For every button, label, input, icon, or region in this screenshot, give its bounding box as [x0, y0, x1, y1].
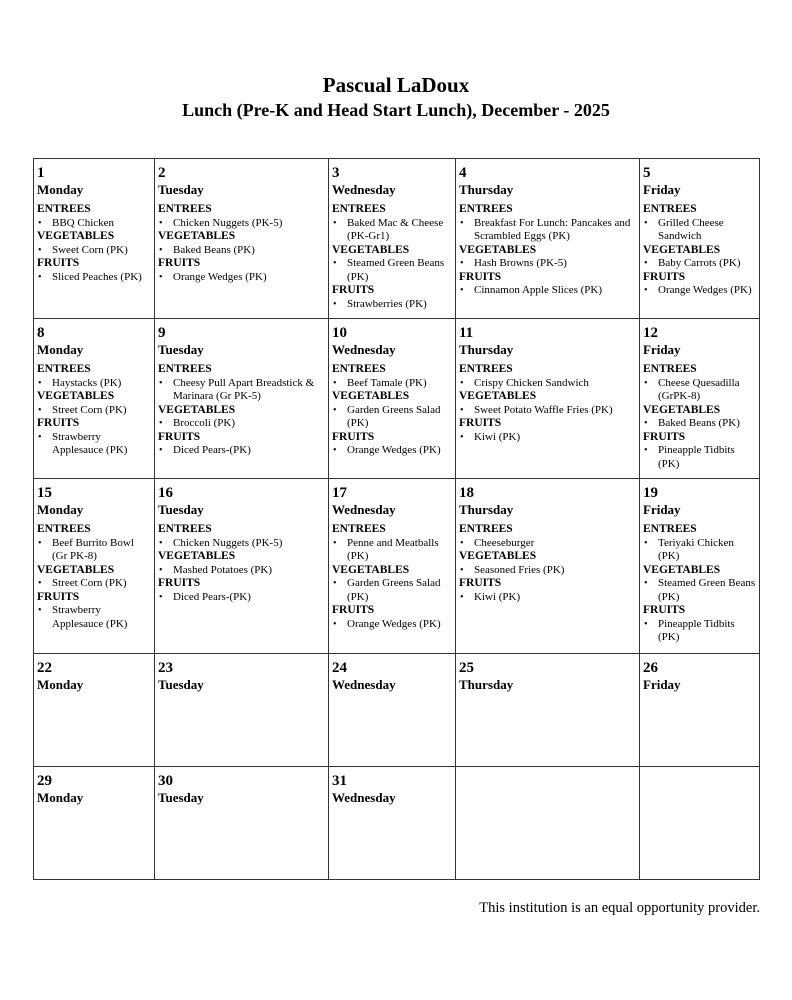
fruits-heading: FRUITS	[37, 590, 80, 603]
day-name: Tuesday	[158, 342, 204, 357]
day-number: 12	[643, 325, 658, 341]
entrees-list	[158, 537, 325, 551]
day-number: 24	[332, 660, 347, 676]
day-number: 1	[37, 165, 45, 181]
entrees-heading: ENTREES	[459, 363, 513, 375]
menu-item: • Strawberry Applesauce (PK)	[37, 604, 151, 631]
day-cell	[155, 159, 329, 319]
day-cell	[155, 767, 329, 880]
menu-item: • Hash Browns (PK-5)	[459, 257, 636, 271]
menu-item: • Broccoli (PK)	[158, 417, 325, 431]
fruits-list	[158, 444, 325, 458]
day-number: 17	[332, 485, 347, 501]
fruits-heading: FRUITS	[158, 430, 201, 443]
day-name: Wednesday	[332, 677, 396, 692]
menu-item: • Street Corn (PK)	[37, 577, 151, 591]
day-cell	[329, 767, 456, 880]
vegetables-heading: VEGETABLES	[459, 390, 537, 402]
menu-item: • Grilled Cheese Sandwich	[643, 217, 756, 244]
menu-item: • Diced Pears-(PK)	[158, 591, 325, 605]
menu-item: • Sliced Peaches (PK)	[37, 271, 151, 285]
menu-item: • Baked Beans (PK)	[158, 244, 325, 258]
entrees-list	[37, 377, 151, 391]
day-name: Tuesday	[158, 502, 204, 517]
fruits-list	[459, 284, 636, 298]
day-cell	[34, 654, 155, 767]
menu-item: • Sweet Potato Waffle Fries (PK)	[459, 404, 636, 418]
entrees-heading: ENTREES	[158, 523, 212, 535]
vegetables-list	[37, 244, 151, 258]
day-name: Thursday	[459, 342, 514, 357]
day-cell	[456, 654, 640, 767]
empty-day-cell	[640, 767, 760, 880]
fruits-heading: FRUITS	[332, 430, 375, 443]
day-number: 25	[459, 660, 474, 676]
day-number: 18	[459, 485, 474, 501]
menu-item: • Crispy Chicken Sandwich	[459, 377, 636, 391]
entrees-heading: ENTREES	[643, 363, 697, 375]
fruits-list	[158, 591, 325, 605]
day-number: 19	[643, 485, 658, 501]
fruits-list	[158, 271, 325, 285]
menu-item: • Beef Burrito Bowl (Gr PK-8)	[37, 537, 151, 564]
menu-item: • Diced Pears-(PK)	[158, 444, 325, 458]
day-cell	[155, 319, 329, 479]
fruits-list	[643, 618, 756, 645]
fruits-list	[332, 444, 452, 458]
day-cell	[34, 319, 155, 479]
entrees-list	[37, 537, 151, 564]
vegetables-list	[332, 404, 452, 431]
vegetables-list	[37, 577, 151, 591]
fruits-list	[643, 284, 756, 298]
vegetables-list	[37, 404, 151, 418]
fruits-heading: FRUITS	[643, 430, 686, 443]
vegetables-heading: VEGETABLES	[158, 550, 236, 562]
day-number: 2	[158, 165, 166, 181]
menu-item: • Pineapple Tidbits (PK)	[643, 618, 756, 645]
vegetables-heading: VEGETABLES	[158, 230, 236, 242]
day-name: Monday	[37, 790, 84, 805]
vegetables-heading: VEGETABLES	[332, 243, 410, 256]
day-cell	[329, 654, 456, 767]
menu-subtitle: Lunch (Pre-K and Head Start Lunch), December - 2025	[182, 100, 610, 120]
day-number: 11	[459, 325, 474, 341]
menu-item: • Teriyaki Chicken (PK)	[643, 537, 756, 564]
entrees-heading: ENTREES	[459, 523, 513, 535]
day-name: Wednesday	[332, 182, 396, 197]
equal-opportunity-statement: This institution is an equal opportunity provider.	[479, 900, 760, 916]
entrees-list	[332, 217, 452, 244]
day-number: 10	[332, 325, 347, 341]
day-name: Thursday	[459, 182, 514, 197]
day-number: 30	[158, 773, 173, 789]
vegetables-list	[158, 244, 325, 258]
menu-item: • BBQ Chicken	[37, 217, 151, 231]
day-number: 8	[37, 325, 45, 341]
fruits-list	[459, 591, 636, 605]
fruits-list	[37, 431, 151, 458]
page-title: Pascual LaDoux	[322, 73, 470, 97]
menu-item: • Baked Mac & Cheese (PK-Gr1)	[332, 217, 452, 244]
day-name: Tuesday	[158, 182, 204, 197]
fruits-list	[459, 431, 636, 445]
fruits-heading: FRUITS	[459, 577, 502, 589]
day-cell	[329, 159, 456, 319]
vegetables-heading: VEGETABLES	[459, 243, 537, 256]
day-name: Friday	[643, 677, 681, 692]
entrees-heading: ENTREES	[37, 363, 91, 375]
day-cell	[34, 767, 155, 880]
vegetables-heading: VEGETABLES	[158, 403, 236, 416]
menu-item: • Penne and Meatballs (PK)	[332, 537, 452, 564]
fruits-list	[332, 298, 452, 312]
vegetables-list	[459, 404, 636, 418]
entrees-list	[459, 377, 636, 391]
vegetables-list	[459, 257, 636, 271]
entrees-heading: ENTREES	[332, 203, 386, 215]
menu-item: • Sweet Corn (PK)	[37, 244, 151, 258]
day-cell	[155, 654, 329, 767]
entrees-list	[643, 217, 756, 244]
entrees-heading: ENTREES	[643, 203, 697, 215]
menu-item: • Mashed Potatoes (PK)	[158, 564, 325, 578]
menu-item: • Seasoned Fries (PK)	[459, 564, 636, 578]
fruits-list	[37, 604, 151, 631]
vegetables-heading: VEGETABLES	[643, 243, 721, 256]
menu-item: • Steamed Green Beans (PK)	[332, 257, 452, 284]
menu-item: • Steamed Green Beans (PK)	[643, 577, 756, 604]
entrees-heading: ENTREES	[332, 363, 386, 375]
week-row	[34, 767, 760, 880]
day-name: Thursday	[459, 677, 514, 692]
entrees-list	[459, 537, 636, 551]
week-row	[34, 159, 760, 319]
menu-item: • Strawberry Applesauce (PK)	[37, 431, 151, 458]
menu-item: • Cinnamon Apple Slices (PK)	[459, 284, 636, 298]
entrees-list	[643, 537, 756, 564]
day-number: 5	[643, 165, 651, 181]
menu-item: • Garden Greens Salad (PK)	[332, 404, 452, 431]
day-number: 4	[459, 165, 467, 181]
vegetables-list	[332, 577, 452, 604]
day-cell	[329, 319, 456, 479]
fruits-list	[332, 618, 452, 632]
week-row	[34, 319, 760, 479]
menu-item: • Orange Wedges (PK)	[332, 444, 452, 458]
fruits-heading: FRUITS	[643, 604, 686, 616]
empty-day-cell	[456, 767, 640, 880]
day-name: Monday	[37, 342, 84, 357]
day-name: Friday	[643, 182, 681, 197]
menu-item: • Baked Beans (PK)	[643, 417, 756, 431]
fruits-heading: FRUITS	[332, 604, 375, 616]
lunch-calendar	[33, 158, 760, 880]
day-name: Wednesday	[332, 342, 396, 357]
entrees-list	[643, 377, 756, 404]
vegetables-list	[643, 417, 756, 431]
fruits-heading: FRUITS	[459, 417, 502, 429]
entrees-list	[158, 377, 325, 404]
entrees-heading: ENTREES	[37, 523, 91, 535]
entrees-heading: ENTREES	[158, 203, 212, 215]
day-name: Tuesday	[158, 790, 204, 805]
day-name: Monday	[37, 502, 84, 517]
day-name: Friday	[643, 342, 681, 357]
day-number: 9	[158, 325, 166, 341]
vegetables-heading: VEGETABLES	[37, 563, 115, 576]
entrees-heading: ENTREES	[459, 203, 513, 215]
day-cell	[329, 479, 456, 654]
day-name: Wednesday	[332, 790, 396, 805]
menu-item: • Orange Wedges (PK)	[332, 618, 452, 632]
day-name: Friday	[643, 502, 681, 517]
vegetables-list	[158, 564, 325, 578]
fruits-heading: FRUITS	[158, 577, 201, 589]
day-number: 15	[37, 485, 52, 501]
menu-item: • Haystacks (PK)	[37, 377, 151, 391]
menu-item: • Garden Greens Salad (PK)	[332, 577, 452, 604]
entrees-heading: ENTREES	[37, 203, 91, 215]
vegetables-list	[459, 564, 636, 578]
entrees-list	[37, 217, 151, 231]
day-cell	[640, 654, 760, 767]
day-name: Monday	[37, 182, 84, 197]
fruits-heading: FRUITS	[332, 284, 375, 296]
vegetables-list	[643, 257, 756, 271]
entrees-list	[158, 217, 325, 231]
menu-item: • Chicken Nuggets (PK-5)	[158, 537, 325, 551]
fruits-heading: FRUITS	[643, 270, 686, 283]
day-cell	[34, 479, 155, 654]
week-row	[34, 654, 760, 767]
menu-item: • Street Corn (PK)	[37, 404, 151, 418]
vegetables-heading: VEGETABLES	[459, 550, 537, 562]
day-cell	[456, 159, 640, 319]
menu-item: • Kiwi (PK)	[459, 431, 636, 445]
day-cell	[640, 319, 760, 479]
day-cell	[640, 479, 760, 654]
day-name: Monday	[37, 677, 84, 692]
menu-item: • Beef Tamale (PK)	[332, 377, 452, 391]
day-number: 22	[37, 660, 52, 676]
fruits-list	[37, 271, 151, 285]
fruits-heading: FRUITS	[37, 417, 80, 429]
vegetables-list	[643, 577, 756, 604]
day-name: Tuesday	[158, 677, 204, 692]
fruits-list	[643, 444, 756, 471]
entrees-heading: ENTREES	[332, 523, 386, 535]
vegetables-list	[332, 257, 452, 284]
entrees-heading: ENTREES	[643, 523, 697, 535]
day-number: 31	[332, 773, 347, 789]
day-cell	[34, 159, 155, 319]
day-number: 16	[158, 485, 173, 501]
entrees-list	[332, 377, 452, 391]
vegetables-heading: VEGETABLES	[37, 390, 115, 402]
vegetables-heading: VEGETABLES	[332, 390, 410, 402]
menu-item: • Chicken Nuggets (PK-5)	[158, 217, 325, 231]
week-row	[34, 479, 760, 654]
day-cell	[456, 479, 640, 654]
menu-item: • Baby Carrots (PK)	[643, 257, 756, 271]
menu-item: • Kiwi (PK)	[459, 591, 636, 605]
day-number: 23	[158, 660, 173, 676]
day-number: 26	[643, 660, 658, 676]
menu-item: • Pineapple Tidbits (PK)	[643, 444, 756, 471]
menu-item: • Cheesy Pull Apart Breadstick & Marinara (Gr PK-5)	[158, 377, 325, 404]
vegetables-heading: VEGETABLES	[643, 403, 721, 416]
entrees-list	[459, 217, 636, 244]
fruits-heading: FRUITS	[459, 270, 502, 283]
day-number: 3	[332, 165, 340, 181]
menu-item: • Strawberries (PK)	[332, 298, 452, 312]
day-number: 29	[37, 773, 52, 789]
day-cell	[456, 319, 640, 479]
menu-item: • Cheese Quesadilla (GrPK-8)	[643, 377, 756, 404]
day-cell	[640, 159, 760, 319]
menu-item: • Orange Wedges (PK)	[158, 271, 325, 285]
vegetables-heading: VEGETABLES	[37, 230, 115, 242]
menu-item: • Orange Wedges (PK)	[643, 284, 756, 298]
day-name: Thursday	[459, 502, 514, 517]
fruits-heading: FRUITS	[158, 257, 201, 269]
day-cell	[155, 479, 329, 654]
fruits-heading: FRUITS	[37, 257, 80, 269]
entrees-list	[332, 537, 452, 564]
entrees-heading: ENTREES	[158, 363, 212, 375]
menu-item: • Cheeseburger	[459, 537, 636, 551]
vegetables-heading: VEGETABLES	[643, 563, 721, 576]
vegetables-list	[158, 417, 325, 431]
day-name: Wednesday	[332, 502, 396, 517]
vegetables-heading: VEGETABLES	[332, 563, 410, 576]
menu-item: • Breakfast For Lunch: Pancakes and Scrambled Eggs (PK)	[459, 217, 636, 244]
